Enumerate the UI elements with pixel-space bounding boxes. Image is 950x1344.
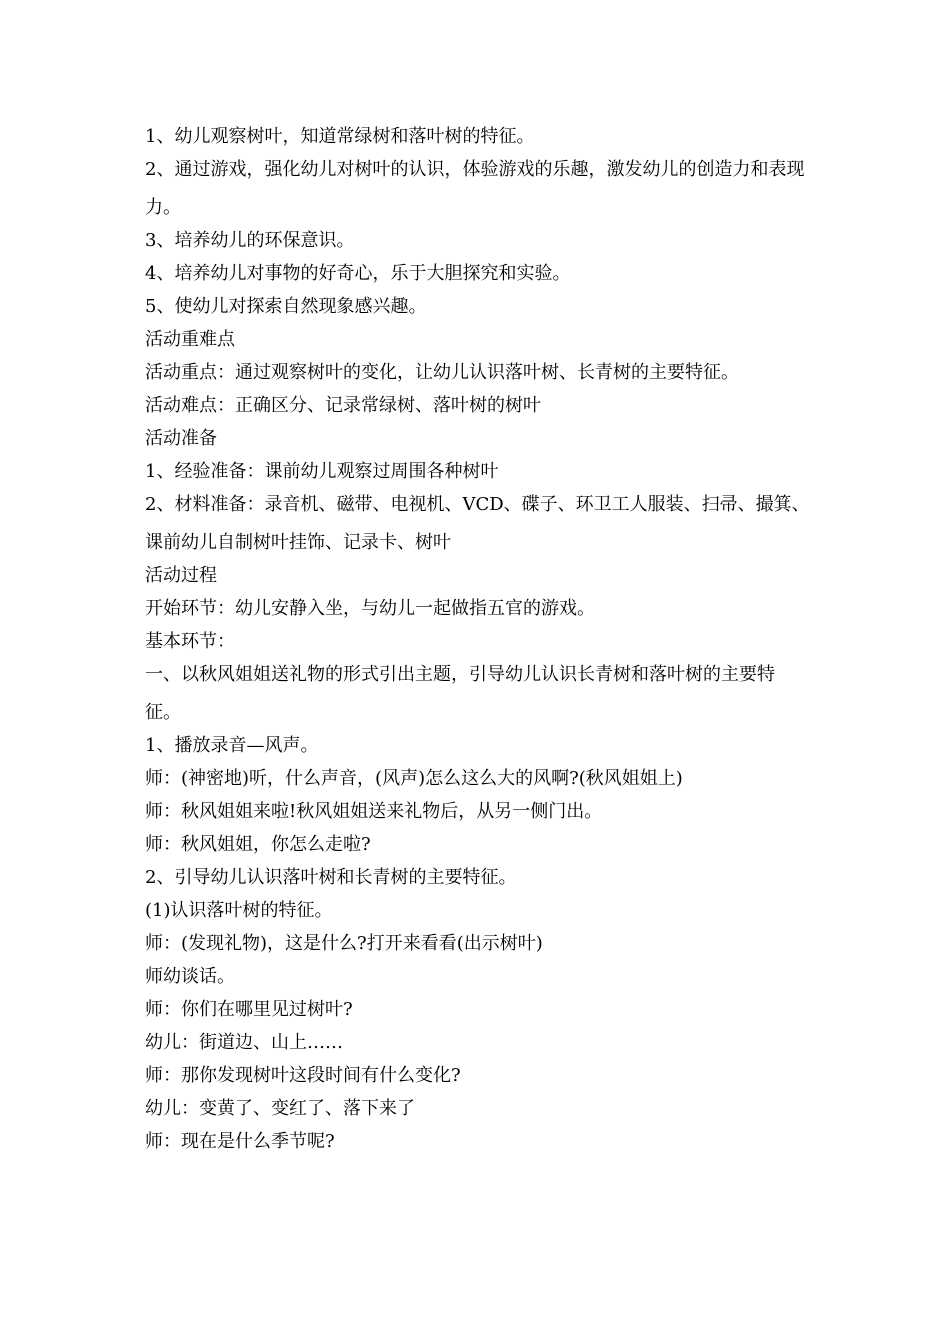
paragraph-line: 2、引导幼儿认识落叶树和长青树的主要特征。 [145,867,517,888]
paragraph-line: 师：秋风姐姐，你怎么走啦? [145,834,371,855]
paragraph-line: 师：(发现礼物)，这是什么?打开来看看(出示树叶) [145,933,543,954]
paragraph-line: 师：秋风姐姐来啦!秋风姐姐送来礼物后，从另一侧门出。 [145,801,603,822]
section-heading-preparation: 活动准备 [145,428,217,449]
objective-2: 2、通过游戏，强化幼儿对树叶的认识，体验游戏的乐趣，激发幼儿的创造力和表现力。 [145,159,805,218]
objective-1: 1、幼儿观察树叶，知道常绿树和落叶树的特征。 [145,126,535,147]
section-heading-process: 活动过程 [145,565,217,586]
objective-5: 5、使幼儿对探索自然现象感兴趣。 [145,296,427,317]
paragraph-line: 师：现在是什么季节呢? [145,1131,335,1152]
difficult-point: 活动难点：正确区分、记录常绿树、落叶树的树叶 [145,395,541,416]
preparation-2: 2、材料准备：录音机、磁带、电视机、VCD、碟子、环卫工人服装、扫帚、撮箕、课前幼儿自制树叶挂饰、记录卡、树叶 [145,494,810,553]
process-step-1: 一、以秋风姐姐送礼物的形式引出主题，引导幼儿认识长青树和落叶树的主要特征。 [145,664,775,723]
objective-3: 3、培养幼儿的环保意识。 [145,230,355,251]
section-heading-key-points: 活动重难点 [145,329,235,350]
paragraph-line: 师：(神密地)听，什么声音，(风声)怎么这么大的风啊?(秋风姐姐上) [145,768,683,789]
paragraph-line: 幼儿：街道边、山上…… [145,1032,343,1053]
preparation-1: 1、经验准备：课前幼儿观察过周围各种树叶 [145,461,499,482]
paragraph-line: 师：你们在哪里见过树叶? [145,999,353,1020]
objective-4: 4、培养幼儿对事物的好奇心，乐于大胆探究和实验。 [145,263,571,284]
process-basic: 基本环节： [145,631,235,652]
document-body [145,120,810,1158]
paragraph-line: (1)认识落叶树的特征。 [145,900,333,921]
paragraph-line: 师幼谈话。 [145,966,235,987]
key-point: 活动重点：通过观察树叶的变化，让幼儿认识落叶树、长青树的主要特征。 [145,362,739,383]
process-start: 开始环节：幼儿安静入坐，与幼儿一起做指五官的游戏。 [145,598,595,619]
paragraph-line: 1、播放录音—风声。 [145,735,319,756]
paragraph-line: 师：那你发现树叶这段时间有什么变化? [145,1065,461,1086]
paragraph-line: 幼儿：变黄了、变红了、落下来了 [145,1098,415,1119]
